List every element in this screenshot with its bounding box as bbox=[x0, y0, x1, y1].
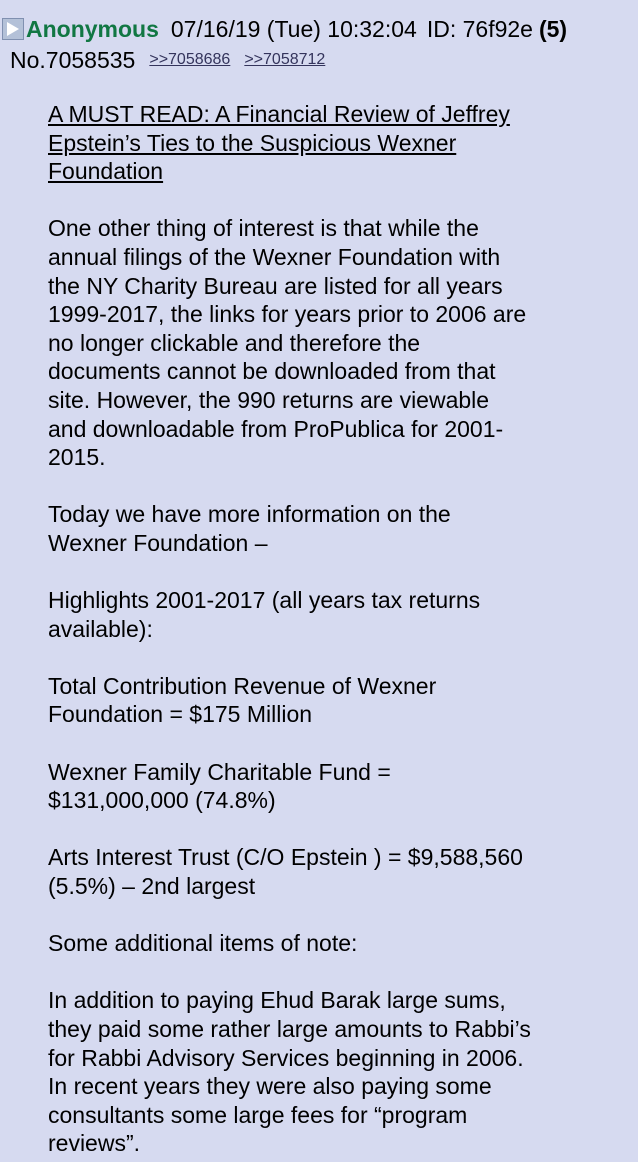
post-title bbox=[48, 100, 608, 186]
text-line: available): bbox=[48, 615, 153, 642]
text-line: 2015. bbox=[48, 444, 106, 471]
text-line: $131,000,000 (74.8%) bbox=[48, 787, 276, 814]
post-datetime: 07/16/19 (Tue) 10:32:04 bbox=[170, 16, 417, 42]
text-line: 1999-2017, the links for years prior to 2006 are bbox=[48, 301, 527, 328]
text-line: Wexner Family Charitable Fund = bbox=[48, 758, 391, 785]
backlink[interactable]: >>7058686 bbox=[149, 51, 231, 68]
text-line: Wexner Foundation – bbox=[48, 529, 268, 556]
text-line: In addition to paying Ehud Barak large sums, bbox=[48, 987, 506, 1014]
text-line: (5.5%) – 2nd largest bbox=[48, 873, 256, 900]
text-line: and downloadable from ProPublica for 2001- bbox=[48, 415, 504, 442]
text-line: Arts Interest Trust (C/O Epstein ) = $9,588,560 bbox=[48, 844, 523, 871]
post-number[interactable]: No.7058535 bbox=[10, 46, 136, 73]
text-line: Total Contribution Revenue of Wexner bbox=[48, 672, 437, 699]
post-header bbox=[0, 14, 567, 44]
poster-name: Anonymous bbox=[26, 16, 159, 42]
triangle-icon bbox=[6, 21, 20, 37]
paragraph-today bbox=[48, 500, 608, 557]
title-line: Foundation bbox=[48, 158, 164, 185]
text-line: In recent years they were also paying some bbox=[48, 1073, 492, 1100]
paragraph-barak bbox=[48, 986, 608, 1158]
text-line: consultants some large fees for “program bbox=[48, 1101, 468, 1128]
text-line: annual filings of the Wexner Foundation with bbox=[48, 243, 501, 270]
paragraph-additional-items bbox=[48, 929, 608, 958]
text-line: the NY Charity Bureau are listed for all years bbox=[48, 272, 503, 299]
paragraph-family-fund bbox=[48, 758, 608, 815]
poster-id[interactable]: ID: 76f92e bbox=[426, 16, 533, 42]
text-line: Highlights 2001-2017 (all years tax returns bbox=[48, 587, 481, 614]
reply-count: (5) bbox=[538, 16, 568, 42]
text-line: no longer clickable and therefore the bbox=[48, 329, 421, 356]
title-line: Epstein’s Ties to the Suspicious Wexner bbox=[48, 129, 457, 156]
text-line: Foundation = $175 Million bbox=[48, 701, 313, 728]
post-subheader bbox=[10, 46, 339, 74]
paragraph-filings bbox=[48, 214, 608, 471]
text-line: Some additional items of note: bbox=[48, 930, 358, 957]
text-line: reviews”. bbox=[48, 1130, 141, 1157]
backlink[interactable]: >>7058712 bbox=[244, 51, 326, 68]
paragraph-total-revenue bbox=[48, 672, 608, 729]
text-line: Today we have more information on the bbox=[48, 501, 451, 528]
text-line: documents cannot be downloaded from that bbox=[48, 358, 496, 385]
hide-post-toggle[interactable] bbox=[2, 18, 24, 40]
text-line: site. However, the 990 returns are viewable bbox=[48, 386, 490, 413]
text-line: One other thing of interest is that while the bbox=[48, 215, 479, 242]
text-line: they paid some rather large amounts to Rabbi’s bbox=[48, 1016, 531, 1042]
paragraph-arts-trust bbox=[48, 843, 608, 900]
paragraph-highlights bbox=[48, 586, 608, 643]
text-line: for Rabbi Advisory Services beginning in 2006. bbox=[48, 1044, 524, 1071]
title-line: A MUST READ: A Financial Review of Jeffrey bbox=[48, 101, 510, 127]
post-body bbox=[48, 100, 608, 1162]
